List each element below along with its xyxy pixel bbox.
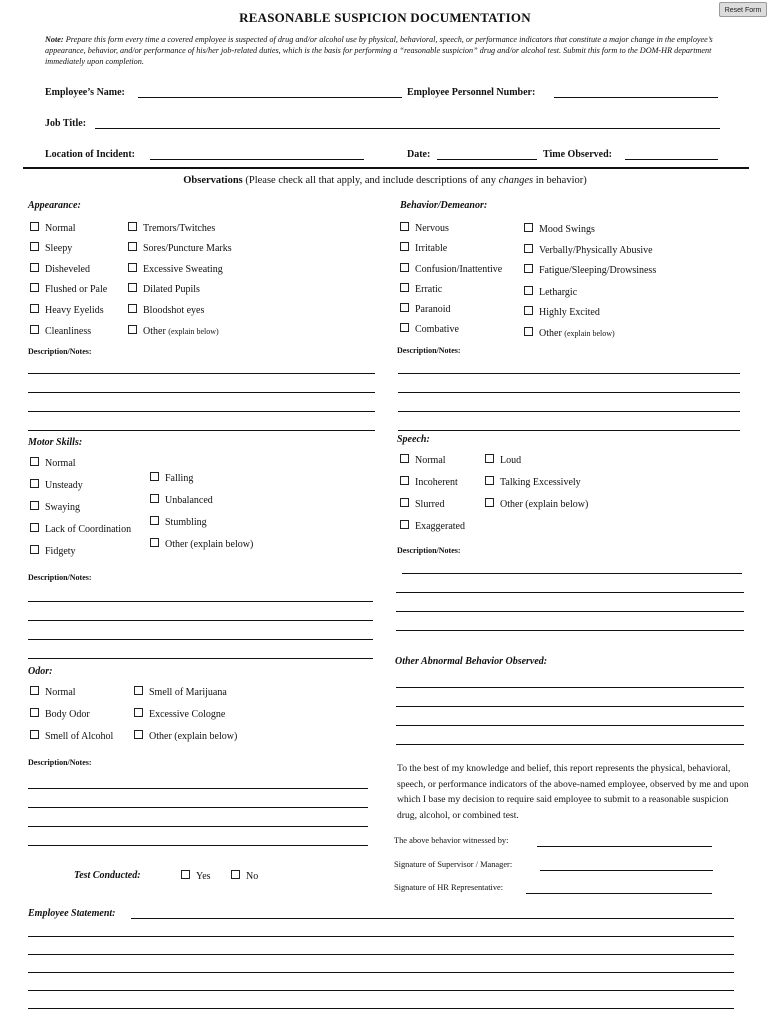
checkbox-icon[interactable] <box>485 476 494 485</box>
checkbox-appearance-other[interactable]: Other (explain below) <box>128 325 219 337</box>
checkbox-appearance-disheveled[interactable]: Disheveled <box>30 263 90 275</box>
checkbox-motor-stumbling[interactable]: Stumbling <box>150 516 207 528</box>
witness-field[interactable] <box>537 846 712 847</box>
checkbox-speech-loud[interactable]: Loud <box>485 454 521 466</box>
checkbox-odor-other[interactable]: Other (explain below) <box>134 730 237 742</box>
checkbox-odor-cologne[interactable]: Excessive Cologne <box>134 708 225 720</box>
odor-notes-line[interactable] <box>28 845 368 846</box>
checkbox-icon[interactable] <box>400 476 409 485</box>
checkbox-appearance-normal[interactable]: Normal <box>30 222 76 234</box>
checkbox-behavior-combative[interactable]: Combative <box>400 323 459 335</box>
checkbox-icon[interactable] <box>134 686 143 695</box>
behavior-description-label: Description/Notes: <box>397 346 461 355</box>
checkbox-appearance-heavy-eyelids[interactable]: Heavy Eyelids <box>30 304 104 316</box>
note-text: Prepare this form every time a covered employee is suspected of drug and/or alcohol use by physical, behavioral, speech, or performance indicators that constitute a major change in the employee’s appearance, behavior, and/or performance of his/her job-related duties, which is the basis for performing a “reasonable suspicion” drug and/or alcohol test. Submit this form to the DOM-HR department immediately upon completion. <box>45 35 713 66</box>
checkbox-test-no[interactable]: No <box>231 870 258 882</box>
certification-paragraph: To the best of my knowledge and belief, this report represents the physical, behavioral, speech, or performance indicators of the above-named employee, observed by me and upon which I base my decision to require said employee to submit to a reasonable suspicion drug, alcohol, or combined test. <box>397 763 749 821</box>
form-note <box>45 34 725 67</box>
checkbox-odor-normal[interactable]: Normal <box>30 686 76 698</box>
employee-statement-line[interactable] <box>131 918 734 919</box>
checkbox-icon[interactable] <box>181 870 190 879</box>
test-conducted-label: Test Conducted: <box>74 870 141 881</box>
checkbox-icon[interactable] <box>400 303 409 312</box>
checkbox-icon[interactable] <box>134 730 143 739</box>
checkbox-icon[interactable] <box>30 457 39 466</box>
note-label: Note: <box>45 35 64 44</box>
observations-instructions-end: in behavior) <box>535 175 587 186</box>
personnel-number-label: Employee Personnel Number: <box>407 87 536 98</box>
checkbox-motor-falling[interactable]: Falling <box>150 472 193 484</box>
date-label: Date: <box>407 149 431 160</box>
time-observed-label: Time Observed: <box>543 149 612 160</box>
checkbox-appearance-bloodshot[interactable]: Bloodshot eyes <box>128 304 204 316</box>
checkbox-speech-normal[interactable]: Normal <box>400 454 446 466</box>
checkbox-behavior-mood-swings[interactable]: Mood Swings <box>524 223 595 235</box>
checkbox-speech-talking-excessively[interactable]: Talking Excessively <box>485 476 581 488</box>
checkbox-icon[interactable] <box>524 306 533 315</box>
checkbox-behavior-confusion[interactable]: Confusion/Inattentive <box>400 263 502 275</box>
appearance-notes-line[interactable] <box>28 411 375 412</box>
checkbox-behavior-lethargic[interactable]: Lethargic <box>524 286 577 298</box>
speech-notes-line[interactable] <box>402 573 742 574</box>
checkbox-icon[interactable] <box>485 454 494 463</box>
checkbox-icon[interactable] <box>134 708 143 717</box>
checkbox-icon[interactable] <box>400 498 409 507</box>
checkbox-icon[interactable] <box>30 730 39 739</box>
checkbox-motor-swaying[interactable]: Swaying <box>30 501 80 513</box>
behavior-notes-line[interactable] <box>398 430 740 431</box>
checkbox-icon[interactable] <box>128 283 137 292</box>
checkbox-icon[interactable] <box>30 686 39 695</box>
checkbox-behavior-abusive[interactable]: Verbally/Physically Abusive <box>524 244 653 256</box>
checkbox-icon[interactable] <box>400 222 409 231</box>
checkbox-motor-normal[interactable]: Normal <box>30 457 76 469</box>
checkbox-icon[interactable] <box>30 325 39 334</box>
checkbox-motor-other[interactable]: Other (explain below) <box>150 538 253 550</box>
checkbox-odor-marijuana[interactable]: Smell of Marijuana <box>134 686 227 698</box>
observations-label: Observations <box>183 175 243 186</box>
checkbox-icon[interactable] <box>30 545 39 554</box>
supervisor-signature-field[interactable] <box>540 870 713 871</box>
checkbox-behavior-paranoid[interactable]: Paranoid <box>400 303 451 315</box>
motor-notes-line[interactable] <box>28 639 373 640</box>
appearance-notes-line[interactable] <box>28 392 375 393</box>
observations-changes: changes <box>498 175 534 186</box>
employee-statement-label: Employee Statement: <box>28 908 116 919</box>
time-observed-field[interactable] <box>625 159 718 160</box>
checkbox-appearance-tremors[interactable]: Tremors/Twitches <box>128 222 215 234</box>
checkbox-test-yes[interactable]: Yes <box>181 870 211 882</box>
observations-heading <box>0 175 770 186</box>
checkbox-appearance-cleanliness[interactable]: Cleanliness <box>30 325 91 337</box>
checkbox-icon[interactable] <box>128 325 137 334</box>
checkbox-icon[interactable] <box>400 520 409 529</box>
appearance-heading: Appearance: <box>28 200 81 211</box>
hr-signature-field[interactable] <box>526 893 712 894</box>
checkbox-behavior-erratic[interactable]: Erratic <box>400 283 442 295</box>
reset-form-button[interactable]: Reset Form <box>719 2 767 17</box>
checkbox-speech-exaggerated[interactable]: Exaggerated <box>400 520 465 532</box>
date-field[interactable] <box>437 159 537 160</box>
behavior-notes-line[interactable] <box>398 411 740 412</box>
form-title: REASONABLE SUSPICION DOCUMENTATION <box>239 10 531 25</box>
checkbox-behavior-irritable[interactable]: Irritable <box>400 242 447 254</box>
job-title-field[interactable] <box>95 128 720 129</box>
checkbox-speech-other[interactable]: Other (explain below) <box>485 498 588 510</box>
checkbox-icon[interactable] <box>30 501 39 510</box>
checkbox-icon[interactable] <box>231 870 240 879</box>
checkbox-icon[interactable] <box>400 263 409 272</box>
speech-heading: Speech: <box>397 434 430 445</box>
checkbox-icon[interactable] <box>30 523 39 532</box>
checkbox-odor-body-odor[interactable]: Body Odor <box>30 708 90 720</box>
checkbox-icon[interactable] <box>128 263 137 272</box>
supervisor-signature-label: Signature of Supervisor / Manager: <box>394 860 513 869</box>
checkbox-icon[interactable] <box>128 222 137 231</box>
other-abnormal-line[interactable] <box>396 687 744 688</box>
behavior-notes-line[interactable] <box>398 373 740 374</box>
checkbox-icon[interactable] <box>30 479 39 488</box>
checkbox-behavior-other[interactable]: Other (explain below) <box>524 327 615 339</box>
checkbox-icon[interactable] <box>30 304 39 313</box>
checkbox-icon[interactable] <box>150 494 159 503</box>
checkbox-icon[interactable] <box>30 263 39 272</box>
motor-description-label: Description/Notes: <box>28 573 92 582</box>
behavior-heading: Behavior/Demeanor: <box>400 200 488 211</box>
speech-description-label: Description/Notes: <box>397 546 461 555</box>
employee-statement-line[interactable] <box>28 954 734 955</box>
checkbox-icon[interactable] <box>524 223 533 232</box>
hr-signature-label: Signature of HR Representative: <box>394 883 504 892</box>
employee-statement-line[interactable] <box>28 1008 734 1009</box>
odor-description-label: Description/Notes: <box>28 758 92 767</box>
motor-notes-line[interactable] <box>28 620 373 621</box>
motor-notes-line[interactable] <box>28 601 373 602</box>
checkbox-icon[interactable] <box>30 708 39 717</box>
witness-label: The above behavior witnessed by: <box>394 836 509 845</box>
motor-skills-heading: Motor Skills: <box>28 437 83 448</box>
checkbox-appearance-sleepy[interactable]: Sleepy <box>30 242 72 254</box>
location-label: Location of Incident: <box>45 149 135 160</box>
employee-statement-line[interactable] <box>28 990 734 991</box>
checkbox-odor-alcohol[interactable]: Smell of Alcohol <box>30 730 113 742</box>
odor-heading: Odor: <box>28 666 53 677</box>
checkbox-icon[interactable] <box>524 244 533 253</box>
checkbox-motor-unsteady[interactable]: Unsteady <box>30 479 83 491</box>
checkbox-icon[interactable] <box>128 304 137 313</box>
personnel-number-field[interactable] <box>554 97 718 98</box>
checkbox-icon[interactable] <box>524 327 533 336</box>
employee-name-field[interactable] <box>138 97 402 98</box>
checkbox-icon[interactable] <box>400 454 409 463</box>
section-divider <box>23 167 749 169</box>
checkbox-icon[interactable] <box>485 498 494 507</box>
odor-notes-line[interactable] <box>28 788 368 789</box>
checkbox-icon[interactable] <box>150 516 159 525</box>
other-abnormal-heading: Other Abnormal Behavior Observed: <box>395 656 548 667</box>
odor-notes-line[interactable] <box>28 807 368 808</box>
checkbox-icon[interactable] <box>150 472 159 481</box>
checkbox-behavior-highly-excited[interactable]: Highly Excited <box>524 306 600 318</box>
checkbox-icon[interactable] <box>30 283 39 292</box>
checkbox-icon[interactable] <box>30 222 39 231</box>
checkbox-icon[interactable] <box>524 264 533 273</box>
checkbox-icon[interactable] <box>150 538 159 547</box>
location-field[interactable] <box>150 159 364 160</box>
checkbox-appearance-flushed[interactable]: Flushed or Pale <box>30 283 107 295</box>
checkbox-icon[interactable] <box>400 242 409 251</box>
checkbox-appearance-dilated-pupils[interactable]: Dilated Pupils <box>128 283 200 295</box>
checkbox-speech-slurred[interactable]: Slurred <box>400 498 444 510</box>
checkbox-behavior-fatigue[interactable]: Fatigue/Sleeping/Drowsiness <box>524 264 656 276</box>
checkbox-icon[interactable] <box>128 242 137 251</box>
checkbox-motor-unbalanced[interactable]: Unbalanced <box>150 494 213 506</box>
appearance-notes-line[interactable] <box>28 430 375 431</box>
behavior-notes-line[interactable] <box>398 392 740 393</box>
employee-statement-line[interactable] <box>28 936 734 937</box>
observations-instructions: (Please check all that apply, and include descriptions of any <box>245 175 497 186</box>
employee-name-label: Employee’s Name: <box>45 87 125 98</box>
checkbox-speech-incoherent[interactable]: Incoherent <box>400 476 458 488</box>
odor-notes-line[interactable] <box>28 826 368 827</box>
checkbox-motor-fidgety[interactable]: Fidgety <box>30 545 76 557</box>
job-title-label: Job Title: <box>45 118 87 129</box>
employee-statement-line[interactable] <box>28 972 734 973</box>
checkbox-motor-lack-coordination[interactable]: Lack of Coordination <box>30 523 131 535</box>
checkbox-icon[interactable] <box>30 242 39 251</box>
checkbox-icon[interactable] <box>400 283 409 292</box>
other-abnormal-line[interactable] <box>396 725 744 726</box>
speech-notes-line[interactable] <box>396 592 744 593</box>
checkbox-icon[interactable] <box>400 323 409 332</box>
checkbox-appearance-sores[interactable]: Sores/Puncture Marks <box>128 242 232 254</box>
motor-notes-line[interactable] <box>28 658 373 659</box>
other-abnormal-line[interactable] <box>396 744 744 745</box>
checkbox-appearance-sweating[interactable]: Excessive Sweating <box>128 263 223 275</box>
speech-notes-line[interactable] <box>396 611 744 612</box>
appearance-notes-line[interactable] <box>28 373 375 374</box>
checkbox-icon[interactable] <box>524 286 533 295</box>
appearance-description-label: Description/Notes: <box>28 347 92 356</box>
checkbox-behavior-nervous[interactable]: Nervous <box>400 222 449 234</box>
speech-notes-line[interactable] <box>396 630 744 631</box>
other-abnormal-line[interactable] <box>396 706 744 707</box>
